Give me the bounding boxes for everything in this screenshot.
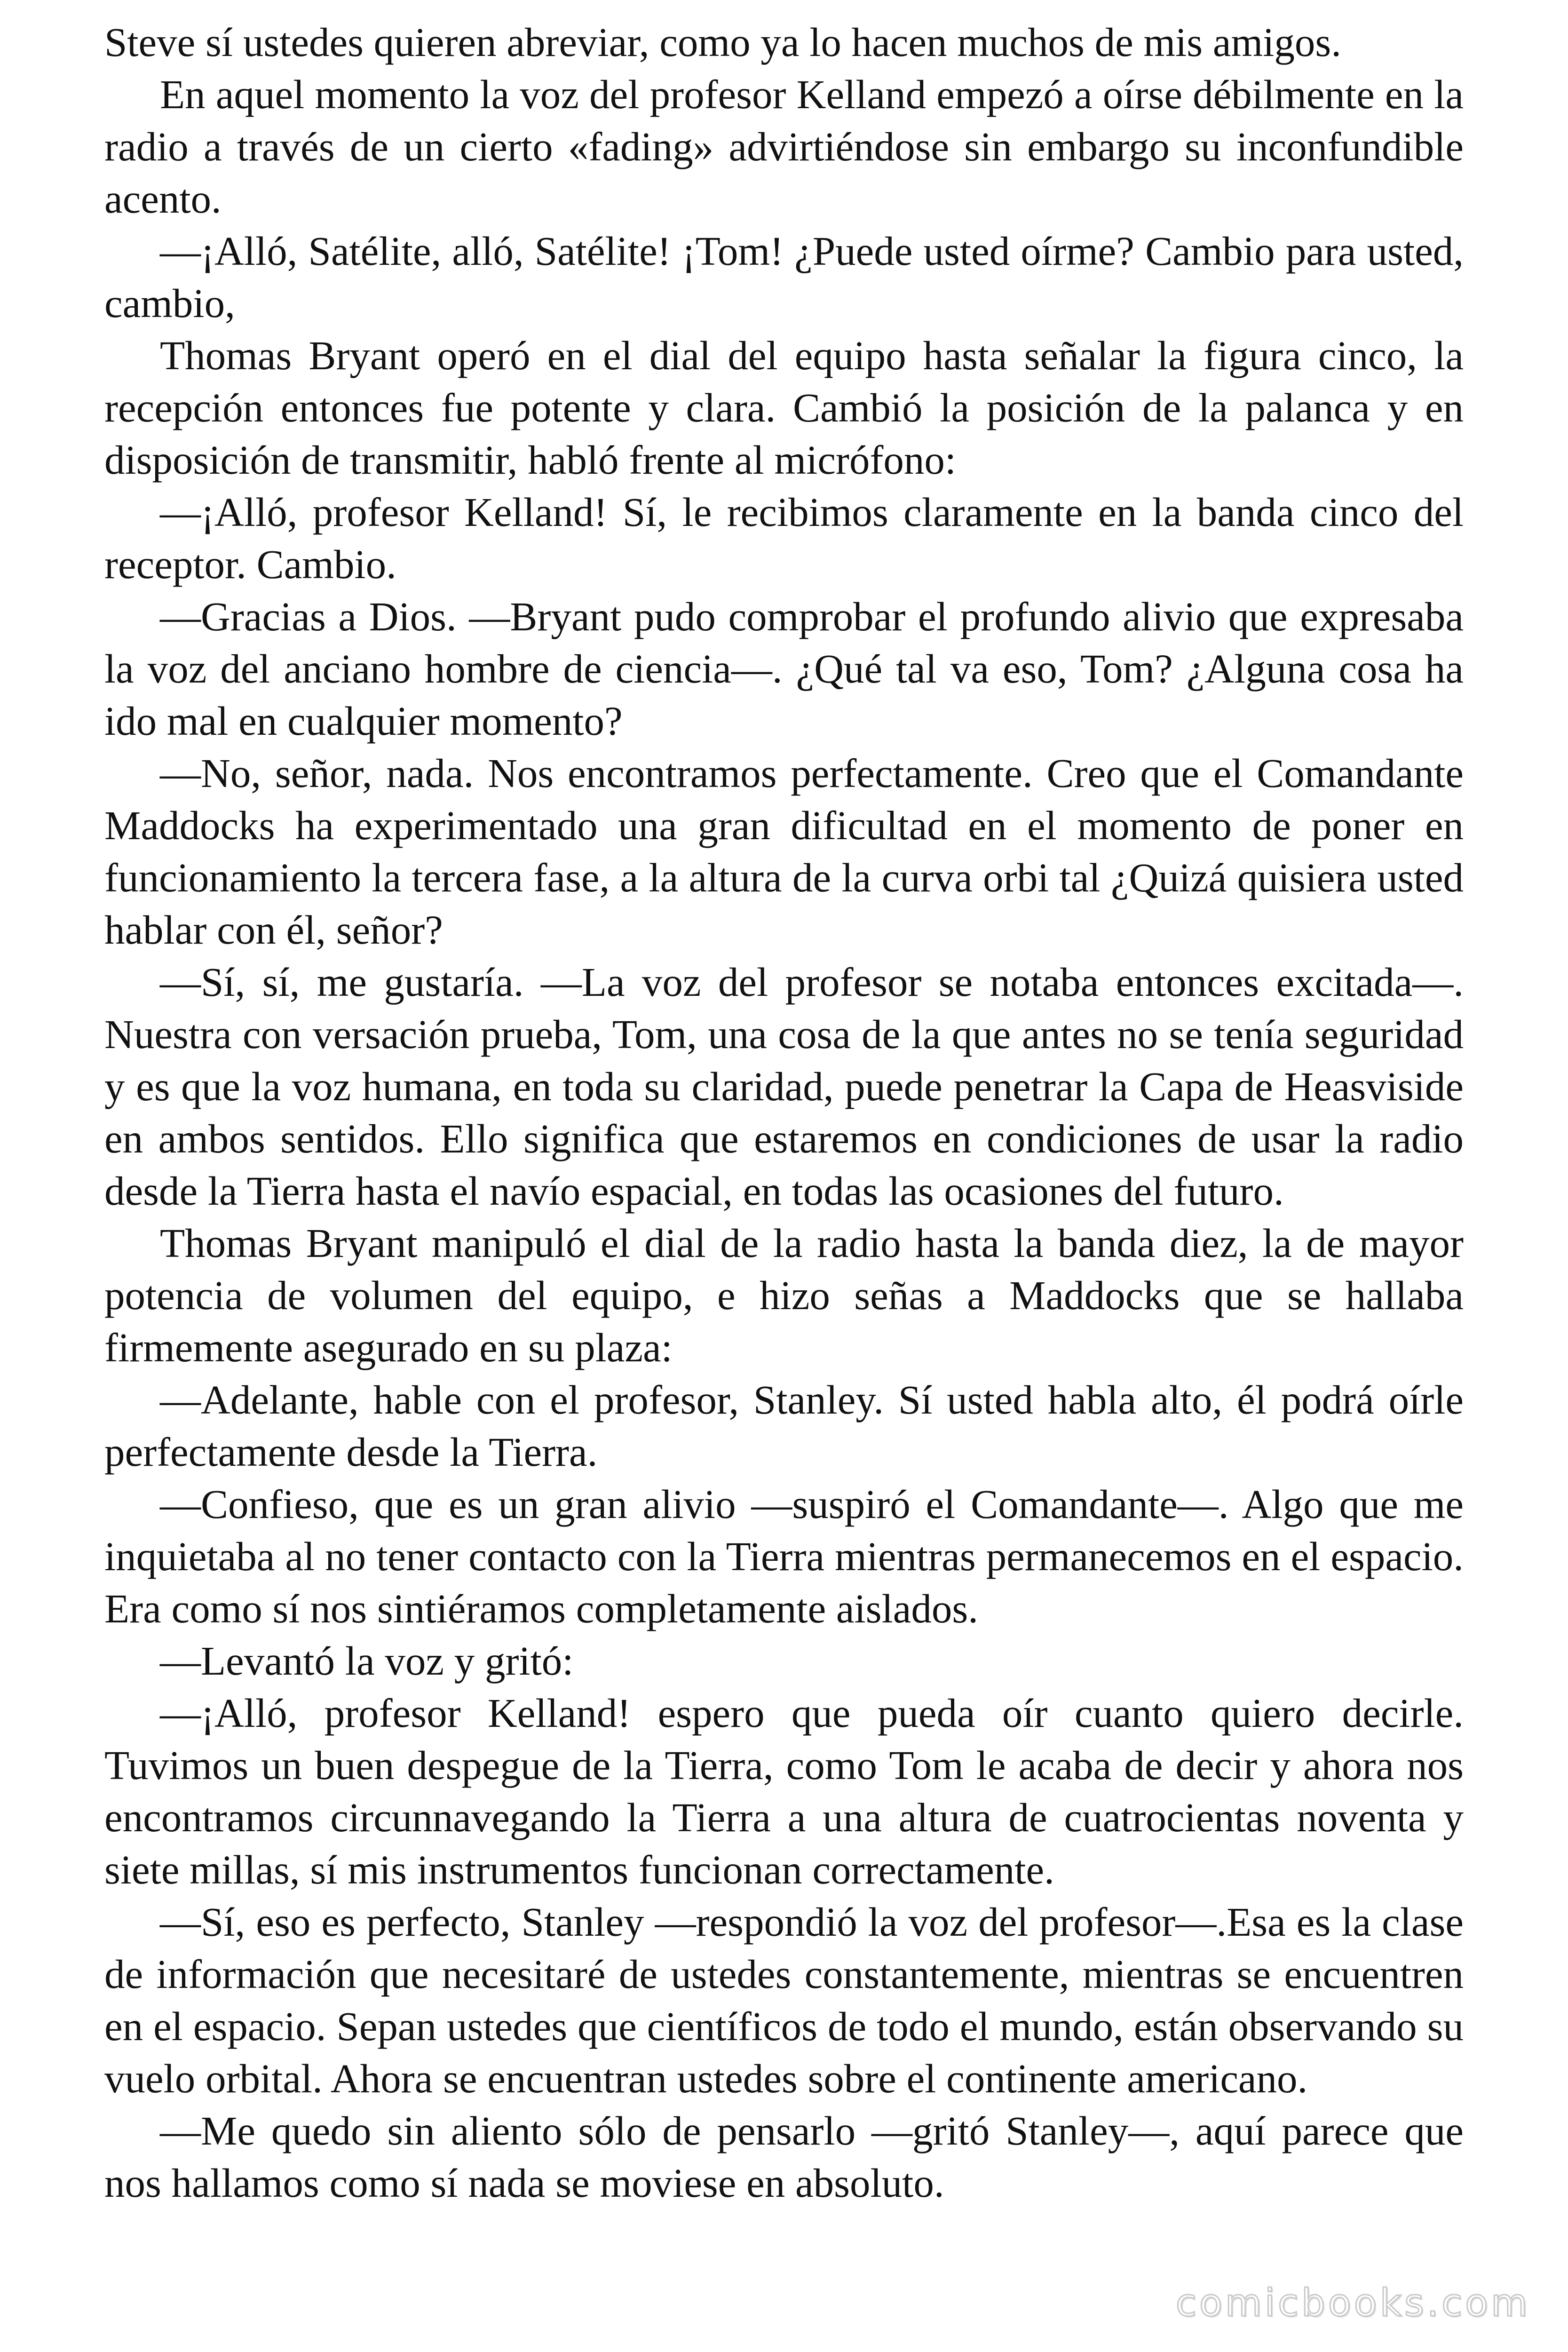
page-body	[104, 16, 1464, 2209]
paragraph: —¡Alló, profesor Kelland! Sí, le recibimos claramente en la banda cinco del receptor. Cambio.	[104, 489, 1464, 587]
paragraph: —Sí, sí, me gustaría. —La voz del profesor se notaba entonces excitada—. Nuestra con versación prueba, Tom, una cosa de la que antes no se tenía seguridad y es que la voz humana, en toda su claridad, puede penetrar la Capa de Heasviside en ambos sentidos. Ello significa que estaremos en condiciones de usar la radio desde la Tierra hasta el navío espacial, en todas las ocasiones del futuro.	[104, 959, 1464, 1214]
paragraph: —Sí, eso es perfecto, Stanley —respondió la voz del profesor—.Esa es la clase de información que necesitaré de ustedes constantemente, mientras se encuentren en el espacio. Sepan ustedes que científicos de todo el mundo, están observando su vuelo orbital. Ahora se encuentran ustedes sobre el continente americano.	[104, 1899, 1464, 2101]
paragraph: Steve sí ustedes quieren abreviar, como ya lo hacen muchos de mis amigos.	[104, 19, 1341, 65]
watermark: comicbooks.com	[1175, 2281, 1530, 2325]
paragraph: —Gracias a Dios. —Bryant pudo comprobar el profundo alivio que expresaba la voz del anciano hombre de ciencia—. ¿Qué tal va eso, Tom? ¿Alguna cosa ha ido mal en cualquier momento?	[104, 594, 1464, 744]
paragraph: —Me quedo sin aliento sólo de pensarlo —gritó Stanley—, aquí parece que nos hallamos como sí nada se moviese en absoluto.	[104, 2108, 1464, 2206]
paragraph: —Adelante, hable con el profesor, Stanley. Sí usted habla alto, él podrá oírle perfectamente desde la Tierra.	[104, 1377, 1464, 1475]
paragraph: —¡Alló, Satélite, alló, Satélite! ¡Tom! ¿Puede usted oírme? Cambio para usted, cambio,	[104, 228, 1464, 326]
paragraph: Thomas Bryant manipuló el dial de la radio hasta la banda diez, la de mayor potencia de volumen del equipo, e hizo señas a Maddocks que se hallaba firmemente asegurado en su plaza:	[104, 1220, 1464, 1370]
paragraph: En aquel momento la voz del profesor Kelland empezó a oírse débilmente en la radio a través de un cierto «fading» advirtiéndose sin embargo su inconfundible acento.	[104, 72, 1464, 222]
paragraph: —¡Alló, profesor Kelland! espero que pueda oír cuanto quiero decirle. Tuvimos un buen despegue de la Tierra, como Tom le acaba de decir y ahora nos encontramos circunnavegando la Tierra a una altura de cuatrocientas noventa y siete millas, sí mis instrumentos funcionan correctamente.	[104, 1690, 1464, 1892]
paragraph: —Confieso, que es un gran alivio —suspiró el Comandante—. Algo que me inquietaba al no tener contacto con la Tierra mientras permanecemos en el espacio. Era como sí nos sintiéramos completamente aislados.	[104, 1481, 1464, 1631]
paragraph: Thomas Bryant operó en el dial del equipo hasta señalar la figura cinco, la recepción entonces fue potente y clara. Cambió la posición de la palanca y en disposición de transmitir, habló frente al micrófono:	[104, 333, 1464, 483]
paragraph: —No, señor, nada. Nos encontramos perfectamente. Creo que el Comandante Maddocks ha experimentado una gran dificultad en el momento de poner en funcionamiento la tercera fase, a la altura de la curva orbi tal ¿Quizá quisiera usted hablar con él, señor?	[104, 750, 1464, 953]
paragraph: —Levantó la voz y gritó:	[160, 1638, 574, 1684]
